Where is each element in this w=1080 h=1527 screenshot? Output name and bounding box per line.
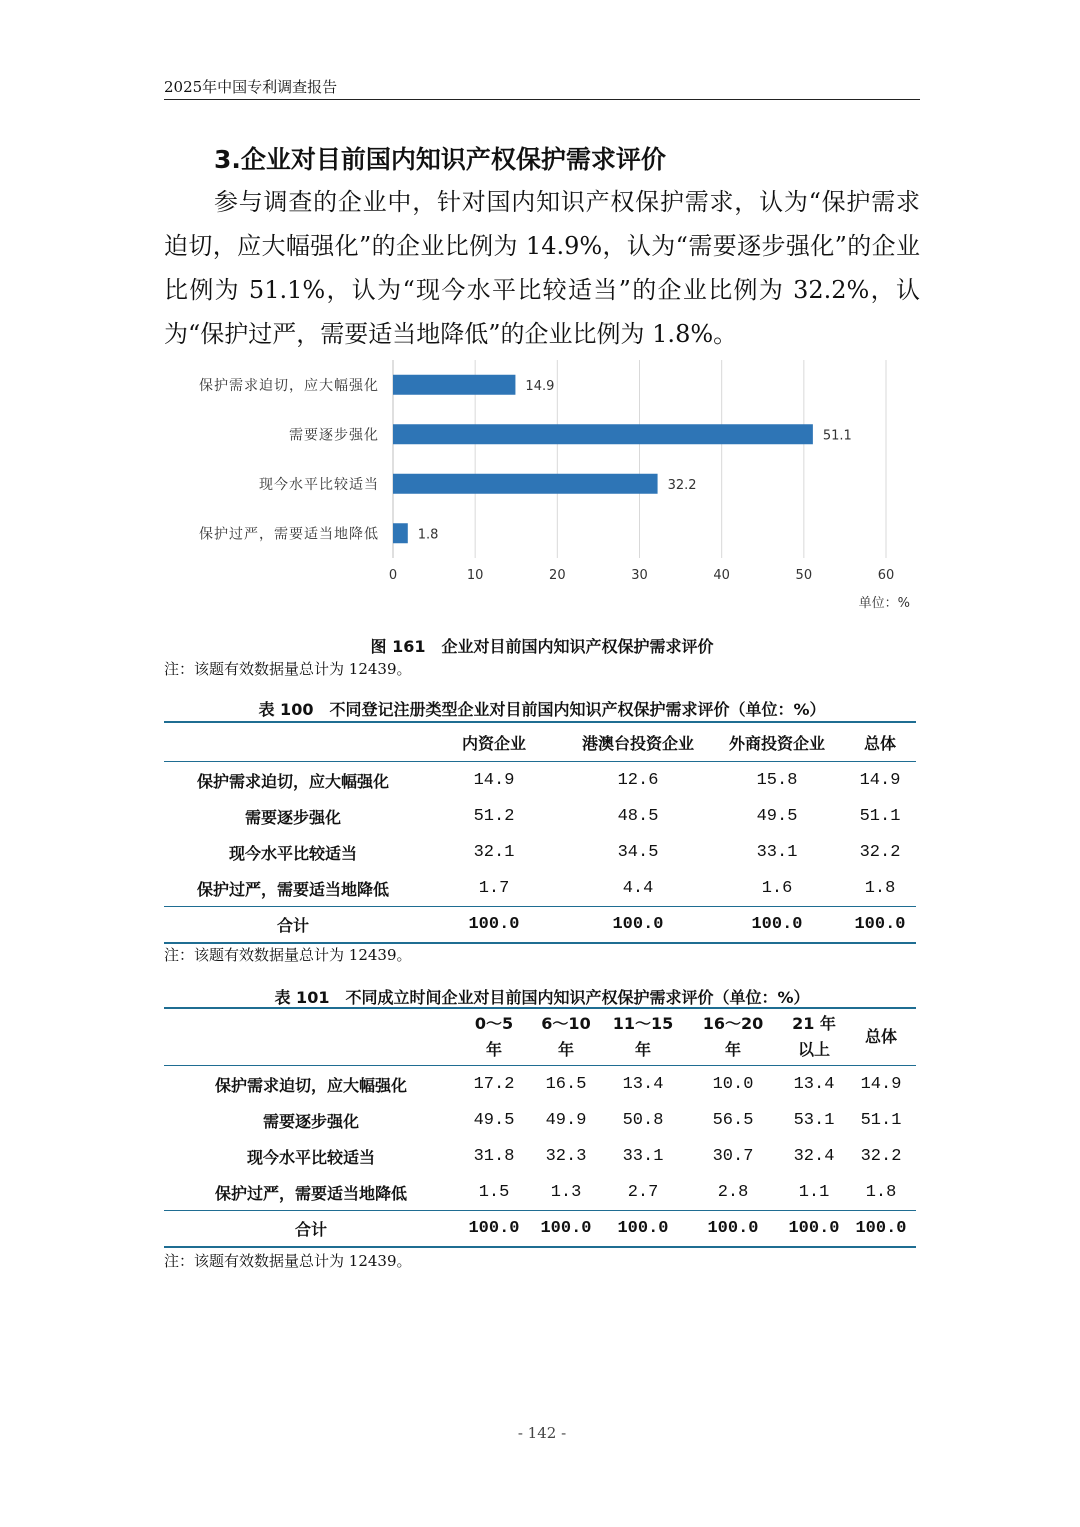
total-value: 100.0 xyxy=(602,1211,684,1248)
bar-chart xyxy=(164,360,920,625)
cell-value: 1.5 xyxy=(478,1182,510,1202)
cell-value: 51.1 xyxy=(859,806,901,826)
total-label: 合计 xyxy=(164,1211,458,1248)
row-label: 现今水平比较适当 xyxy=(246,1147,375,1167)
cell-value: 1.1 xyxy=(798,1182,830,1202)
cell-value: 51.1 xyxy=(860,1110,902,1130)
table-row xyxy=(164,762,916,799)
column-header xyxy=(846,1008,916,1066)
value-label: 1.8 xyxy=(417,527,439,543)
table-row xyxy=(164,870,916,907)
cell-value: 49.5 xyxy=(473,1110,515,1130)
cell-value: 12.6 xyxy=(617,770,659,790)
x-tick-label: 60 xyxy=(877,568,895,583)
figure-note: 注：该题有效数据量总计为 12439。 xyxy=(164,660,412,678)
cell-value: 32.1 xyxy=(473,842,515,862)
table-row xyxy=(164,1066,916,1103)
cell-value: 53.1 xyxy=(793,1110,835,1130)
cell-value: 1.8 xyxy=(864,878,896,898)
cell-value: 1.3 xyxy=(550,1182,582,1202)
table101-note: 注：该题有效数据量总计为 12439。 xyxy=(164,1252,412,1270)
column-header: 港澳台投资企业 xyxy=(566,722,710,762)
cell-value: 32.2 xyxy=(860,1146,902,1166)
section-title: 3.企业对目前国内知识产权保护需求评价 xyxy=(214,145,666,174)
cell-value: 4.4 xyxy=(622,878,654,898)
cell-value: 51.2 xyxy=(473,806,515,826)
column-header-line1: 总体 xyxy=(864,1027,897,1046)
column-header: 内资企业 xyxy=(422,722,566,762)
value-label: 32.2 xyxy=(667,477,697,493)
cell-value: 56.5 xyxy=(712,1110,754,1130)
table101-caption: 表 101 不同成立时间企业对目前国内知识产权保护需求评价（单位：%） xyxy=(274,988,810,1007)
cell-value: 31.8 xyxy=(473,1146,515,1166)
column-header xyxy=(530,1008,602,1066)
table-header-row xyxy=(164,1008,916,1066)
column-header: 外商投资企业 xyxy=(710,722,844,762)
x-tick-label: 10 xyxy=(466,568,484,583)
table-total-row xyxy=(164,907,916,944)
column-header xyxy=(782,1008,846,1066)
table-header-row xyxy=(164,722,916,762)
page-number: - 142 - xyxy=(517,1424,567,1442)
unit-label: 单位：% xyxy=(858,596,910,611)
total-value: 100.0 xyxy=(846,1211,916,1248)
cell-value: 32.3 xyxy=(545,1146,587,1166)
x-tick-label: 20 xyxy=(549,568,566,583)
cell-value: 13.4 xyxy=(622,1074,664,1094)
column-header-line1: 21 年 xyxy=(792,1014,836,1033)
cell-value: 16.5 xyxy=(545,1074,587,1094)
column-header-line2: 年 xyxy=(485,1040,502,1059)
category-label: 需要逐步强化 xyxy=(289,427,379,444)
bar xyxy=(393,424,813,444)
total-value: 100.0 xyxy=(422,907,566,944)
category-label: 保护过严，需要适当地降低 xyxy=(199,526,379,543)
cell-value: 10.0 xyxy=(712,1074,754,1094)
row-label: 需要逐步强化 xyxy=(262,1111,359,1131)
cell-value: 14.9 xyxy=(860,1074,902,1094)
cell-value: 14.9 xyxy=(473,770,515,790)
column-header xyxy=(164,1008,458,1066)
column-header xyxy=(458,1008,530,1066)
column-header-line2: 以上 xyxy=(797,1040,830,1059)
table100-note: 注：该题有效数据量总计为 12439。 xyxy=(164,946,412,964)
value-label: 14.9 xyxy=(525,378,555,394)
total-value: 100.0 xyxy=(782,1211,846,1248)
column-header-line1: 11～15 xyxy=(612,1014,674,1033)
body-paragraph xyxy=(164,180,920,356)
total-value: 100.0 xyxy=(458,1211,530,1248)
cell-value: 2.8 xyxy=(717,1182,749,1202)
bar xyxy=(393,375,515,395)
running-header: 2025年中国专利调查报告 xyxy=(164,78,338,96)
column-header-line1: 16～20 xyxy=(702,1014,764,1033)
table-row xyxy=(164,798,916,834)
category-label: 现今水平比较适当 xyxy=(259,476,379,493)
x-tick-label: 30 xyxy=(631,568,648,583)
row-label: 保护需求迫切，应大幅强化 xyxy=(214,1075,407,1095)
table-row xyxy=(164,834,916,870)
column-header-line2: 年 xyxy=(557,1040,574,1059)
cell-value: 30.7 xyxy=(712,1146,754,1166)
paragraph-text: 参与调查的企业中，针对国内知识产权保护需求，认为“保护需求迫切，应大幅强化”的企业比例为 14.9%，认为“需要逐步强化”的企业比例为 51.1%，认为“现今水平比较适当”的企业比例为 32.2%，认为“保护过严，需要适当地降低”的企业比例为 1.8%。 xyxy=(164,188,920,348)
cell-value: 2.7 xyxy=(627,1182,659,1202)
cell-value: 1.7 xyxy=(478,878,510,898)
chart-canvas xyxy=(164,360,920,620)
cell-value: 14.9 xyxy=(859,770,901,790)
row-label: 现今水平比较适当 xyxy=(228,843,357,863)
total-value: 100.0 xyxy=(530,1211,602,1248)
total-value: 100.0 xyxy=(684,1211,782,1248)
column-header xyxy=(684,1008,782,1066)
x-tick-label: 50 xyxy=(795,568,813,583)
column-header-line1: 0～5 xyxy=(474,1014,514,1033)
figure-caption: 图 161 企业对目前国内知识产权保护需求评价 xyxy=(370,637,714,656)
cell-value: 15.8 xyxy=(756,770,798,790)
cell-value: 13.4 xyxy=(793,1074,835,1094)
x-tick-label: 40 xyxy=(713,568,730,583)
table100 xyxy=(164,721,916,944)
cell-value: 17.2 xyxy=(473,1074,515,1094)
value-label: 51.1 xyxy=(822,428,852,444)
row-label: 需要逐步强化 xyxy=(244,807,341,827)
column-header xyxy=(164,722,422,762)
column-header-line1: 6～10 xyxy=(541,1014,591,1033)
bar xyxy=(393,523,408,543)
row-label: 保护过严，需要适当地降低 xyxy=(214,1183,407,1203)
total-value: 100.0 xyxy=(844,907,916,944)
table-row xyxy=(164,1138,916,1174)
column-header: 总体 xyxy=(844,722,916,762)
column-header-line2: 年 xyxy=(724,1040,741,1059)
table100-caption: 表 100 不同登记注册类型企业对目前国内知识产权保护需求评价（单位：%） xyxy=(258,700,826,719)
cell-value: 1.6 xyxy=(761,878,793,898)
table-total-row xyxy=(164,1211,916,1248)
total-label: 合计 xyxy=(164,907,422,944)
category-label: 保护需求迫切，应大幅强化 xyxy=(199,377,379,394)
cell-value: 49.5 xyxy=(756,806,798,826)
total-value: 100.0 xyxy=(710,907,844,944)
cell-value: 49.9 xyxy=(545,1110,587,1130)
column-header xyxy=(602,1008,684,1066)
table-row xyxy=(164,1174,916,1211)
cell-value: 48.5 xyxy=(617,806,659,826)
column-header-line2: 年 xyxy=(634,1040,651,1059)
x-tick-label: 0 xyxy=(388,568,398,583)
cell-value: 33.1 xyxy=(622,1146,664,1166)
cell-value: 33.1 xyxy=(756,842,798,862)
cell-value: 32.4 xyxy=(793,1146,835,1166)
cell-value: 32.2 xyxy=(859,842,901,862)
total-value: 100.0 xyxy=(566,907,710,944)
table-row xyxy=(164,1102,916,1138)
cell-value: 50.8 xyxy=(622,1110,664,1130)
row-label: 保护需求迫切，应大幅强化 xyxy=(196,771,389,791)
bar xyxy=(393,474,658,494)
table101 xyxy=(164,1007,916,1248)
row-label: 保护过严，需要适当地降低 xyxy=(196,879,389,899)
cell-value: 1.8 xyxy=(865,1182,897,1202)
cell-value: 34.5 xyxy=(617,842,659,862)
header-rule xyxy=(164,99,920,100)
